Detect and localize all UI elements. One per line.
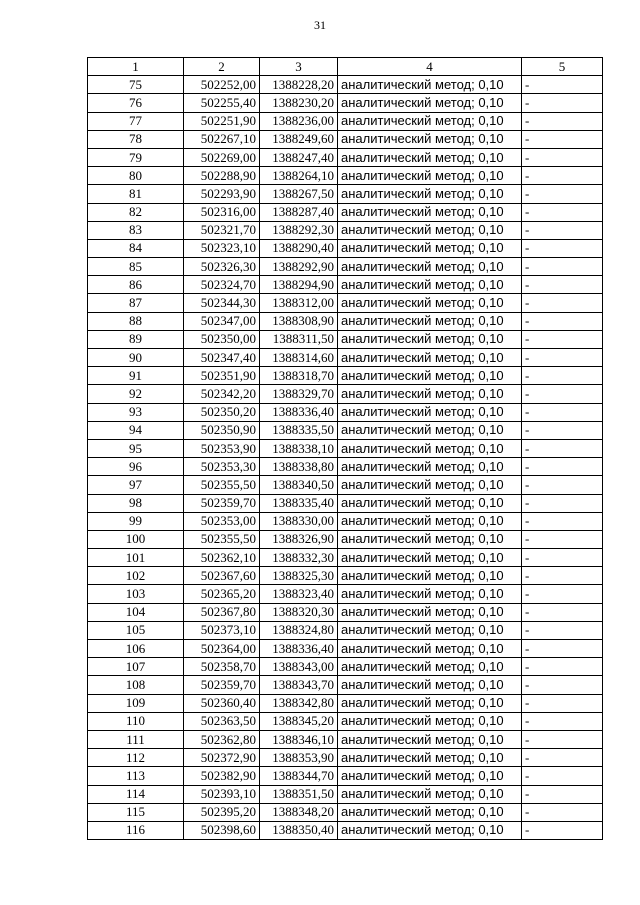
note-cell: - <box>522 276 603 294</box>
method-accuracy-cell: аналитический метод; 0,10 <box>338 349 522 367</box>
point-number-cell: 84 <box>88 239 184 257</box>
point-number-cell: 87 <box>88 294 184 312</box>
table-row <box>88 803 603 821</box>
point-number-cell: 89 <box>88 330 184 348</box>
note-cell: - <box>522 549 603 567</box>
method-accuracy-cell: аналитический метод; 0,10 <box>338 676 522 694</box>
coord-x-cell: 502252,00 <box>184 76 260 94</box>
note-cell: - <box>522 421 603 439</box>
note-cell: - <box>522 330 603 348</box>
method-accuracy-cell: аналитический метод; 0,10 <box>338 367 522 385</box>
point-number-cell: 112 <box>88 749 184 767</box>
method-accuracy-cell: аналитический метод; 0,10 <box>338 112 522 130</box>
coord-x-cell: 502342,20 <box>184 385 260 403</box>
point-number-cell: 99 <box>88 512 184 530</box>
table-row <box>88 367 603 385</box>
point-number-cell: 97 <box>88 476 184 494</box>
point-number-cell: 93 <box>88 403 184 421</box>
table-row <box>88 785 603 803</box>
note-cell: - <box>522 258 603 276</box>
coord-y-cell: 1388320,30 <box>260 603 338 621</box>
point-number-cell: 109 <box>88 694 184 712</box>
coord-x-cell: 502358,70 <box>184 658 260 676</box>
point-number-cell: 94 <box>88 421 184 439</box>
coord-x-cell: 502355,50 <box>184 476 260 494</box>
note-cell: - <box>522 349 603 367</box>
point-number-cell: 111 <box>88 730 184 748</box>
coord-x-cell: 502347,00 <box>184 312 260 330</box>
note-cell: - <box>522 803 603 821</box>
table-row <box>88 330 603 348</box>
note-cell: - <box>522 767 603 785</box>
method-accuracy-cell: аналитический метод; 0,10 <box>338 785 522 803</box>
method-accuracy-cell: аналитический метод; 0,10 <box>338 148 522 166</box>
coord-x-cell: 502395,20 <box>184 803 260 821</box>
method-accuracy-cell: аналитический метод; 0,10 <box>338 385 522 403</box>
coord-y-cell: 1388348,20 <box>260 803 338 821</box>
note-cell: - <box>522 785 603 803</box>
note-cell: - <box>522 148 603 166</box>
coord-x-cell: 502350,90 <box>184 421 260 439</box>
note-cell: - <box>522 439 603 457</box>
table-row <box>88 94 603 112</box>
note-cell: - <box>522 640 603 658</box>
point-number-cell: 104 <box>88 603 184 621</box>
coord-x-cell: 502316,00 <box>184 203 260 221</box>
coord-x-cell: 502267,10 <box>184 130 260 148</box>
coord-x-cell: 502360,40 <box>184 694 260 712</box>
coord-x-cell: 502351,90 <box>184 367 260 385</box>
coord-y-cell: 1388343,00 <box>260 658 338 676</box>
coord-y-cell: 1388247,40 <box>260 148 338 166</box>
method-accuracy-cell: аналитический метод; 0,10 <box>338 512 522 530</box>
table-row <box>88 749 603 767</box>
point-number-cell: 95 <box>88 439 184 457</box>
coord-y-cell: 1388350,40 <box>260 821 338 839</box>
note-cell: - <box>522 585 603 603</box>
note-cell: - <box>522 676 603 694</box>
note-cell: - <box>522 312 603 330</box>
table-body <box>88 76 603 840</box>
method-accuracy-cell: аналитический метод; 0,10 <box>338 130 522 148</box>
point-number-cell: 88 <box>88 312 184 330</box>
coord-x-cell: 502359,70 <box>184 494 260 512</box>
point-number-cell: 105 <box>88 621 184 639</box>
point-number-cell: 102 <box>88 567 184 585</box>
method-accuracy-cell: аналитический метод; 0,10 <box>338 76 522 94</box>
coord-y-cell: 1388343,70 <box>260 676 338 694</box>
method-accuracy-cell: аналитический метод; 0,10 <box>338 821 522 839</box>
method-accuracy-cell: аналитический метод; 0,10 <box>338 494 522 512</box>
table-row <box>88 512 603 530</box>
coord-x-cell: 502393,10 <box>184 785 260 803</box>
table-row <box>88 530 603 548</box>
coord-x-cell: 502353,90 <box>184 439 260 457</box>
header-col-1: 1 <box>88 58 184 76</box>
note-cell: - <box>522 94 603 112</box>
table-row <box>88 239 603 257</box>
method-accuracy-cell: аналитический метод; 0,10 <box>338 203 522 221</box>
coord-x-cell: 502251,90 <box>184 112 260 130</box>
table-row <box>88 676 603 694</box>
coord-y-cell: 1388314,60 <box>260 349 338 367</box>
method-accuracy-cell: аналитический метод; 0,10 <box>338 421 522 439</box>
point-number-cell: 91 <box>88 367 184 385</box>
note-cell: - <box>522 712 603 730</box>
coord-y-cell: 1388323,40 <box>260 585 338 603</box>
table-row <box>88 421 603 439</box>
coordinates-table <box>87 57 603 840</box>
coord-x-cell: 502350,20 <box>184 403 260 421</box>
coord-y-cell: 1388330,00 <box>260 512 338 530</box>
table-row <box>88 148 603 166</box>
table-row <box>88 312 603 330</box>
point-number-cell: 113 <box>88 767 184 785</box>
method-accuracy-cell: аналитический метод; 0,10 <box>338 694 522 712</box>
note-cell: - <box>522 567 603 585</box>
method-accuracy-cell: аналитический метод; 0,10 <box>338 403 522 421</box>
note-cell: - <box>522 239 603 257</box>
coord-y-cell: 1388346,10 <box>260 730 338 748</box>
coord-x-cell: 502365,20 <box>184 585 260 603</box>
coord-y-cell: 1388228,20 <box>260 76 338 94</box>
method-accuracy-cell: аналитический метод; 0,10 <box>338 658 522 676</box>
coord-y-cell: 1388292,90 <box>260 258 338 276</box>
point-number-cell: 82 <box>88 203 184 221</box>
table-row <box>88 694 603 712</box>
note-cell: - <box>522 130 603 148</box>
table-row <box>88 294 603 312</box>
coord-x-cell: 502367,80 <box>184 603 260 621</box>
method-accuracy-cell: аналитический метод; 0,10 <box>338 712 522 730</box>
point-number-cell: 81 <box>88 185 184 203</box>
table-header-row <box>88 58 603 76</box>
note-cell: - <box>522 403 603 421</box>
note-cell: - <box>522 658 603 676</box>
method-accuracy-cell: аналитический метод; 0,10 <box>338 730 522 748</box>
note-cell: - <box>522 749 603 767</box>
note-cell: - <box>522 512 603 530</box>
method-accuracy-cell: аналитический метод; 0,10 <box>338 476 522 494</box>
point-number-cell: 85 <box>88 258 184 276</box>
coord-y-cell: 1388338,10 <box>260 439 338 457</box>
table-row <box>88 640 603 658</box>
method-accuracy-cell: аналитический метод; 0,10 <box>338 258 522 276</box>
coord-x-cell: 502288,90 <box>184 167 260 185</box>
coord-y-cell: 1388344,70 <box>260 767 338 785</box>
coord-x-cell: 502324,70 <box>184 276 260 294</box>
coord-x-cell: 502364,00 <box>184 640 260 658</box>
note-cell: - <box>522 694 603 712</box>
note-cell: - <box>522 203 603 221</box>
header-col-2: 2 <box>184 58 260 76</box>
note-cell: - <box>522 458 603 476</box>
point-number-cell: 110 <box>88 712 184 730</box>
coord-x-cell: 502367,60 <box>184 567 260 585</box>
method-accuracy-cell: аналитический метод; 0,10 <box>338 185 522 203</box>
coord-y-cell: 1388325,30 <box>260 567 338 585</box>
table-row <box>88 403 603 421</box>
coord-y-cell: 1388236,00 <box>260 112 338 130</box>
table-row <box>88 767 603 785</box>
table-row <box>88 185 603 203</box>
point-number-cell: 107 <box>88 658 184 676</box>
point-number-cell: 106 <box>88 640 184 658</box>
table-row <box>88 730 603 748</box>
coord-x-cell: 502347,40 <box>184 349 260 367</box>
table-row <box>88 567 603 585</box>
note-cell: - <box>522 385 603 403</box>
coord-y-cell: 1388292,30 <box>260 221 338 239</box>
table-row <box>88 112 603 130</box>
point-number-cell: 100 <box>88 530 184 548</box>
point-number-cell: 96 <box>88 458 184 476</box>
table-row <box>88 712 603 730</box>
point-number-cell: 80 <box>88 167 184 185</box>
method-accuracy-cell: аналитический метод; 0,10 <box>338 640 522 658</box>
coord-y-cell: 1388326,90 <box>260 530 338 548</box>
note-cell: - <box>522 530 603 548</box>
point-number-cell: 90 <box>88 349 184 367</box>
table-row <box>88 203 603 221</box>
point-number-cell: 75 <box>88 76 184 94</box>
table-row <box>88 439 603 457</box>
method-accuracy-cell: аналитический метод; 0,10 <box>338 458 522 476</box>
point-number-cell: 77 <box>88 112 184 130</box>
coord-y-cell: 1388287,40 <box>260 203 338 221</box>
table-row <box>88 494 603 512</box>
table-row <box>88 276 603 294</box>
table-row <box>88 258 603 276</box>
table-row <box>88 585 603 603</box>
coord-x-cell: 502269,00 <box>184 148 260 166</box>
point-number-cell: 79 <box>88 148 184 166</box>
coord-x-cell: 502382,90 <box>184 767 260 785</box>
coord-y-cell: 1388324,80 <box>260 621 338 639</box>
method-accuracy-cell: аналитический метод; 0,10 <box>338 530 522 548</box>
coord-y-cell: 1388294,90 <box>260 276 338 294</box>
coord-x-cell: 502321,70 <box>184 221 260 239</box>
coord-x-cell: 502359,70 <box>184 676 260 694</box>
coord-y-cell: 1388336,40 <box>260 640 338 658</box>
point-number-cell: 92 <box>88 385 184 403</box>
coord-y-cell: 1388264,10 <box>260 167 338 185</box>
table-row <box>88 821 603 839</box>
coord-y-cell: 1388312,00 <box>260 294 338 312</box>
method-accuracy-cell: аналитический метод; 0,10 <box>338 567 522 585</box>
method-accuracy-cell: аналитический метод; 0,10 <box>338 294 522 312</box>
table-row <box>88 621 603 639</box>
table-row <box>88 603 603 621</box>
method-accuracy-cell: аналитический метод; 0,10 <box>338 749 522 767</box>
coord-y-cell: 1388351,50 <box>260 785 338 803</box>
coord-x-cell: 502255,40 <box>184 94 260 112</box>
coord-y-cell: 1388267,50 <box>260 185 338 203</box>
coord-x-cell: 502373,10 <box>184 621 260 639</box>
table-row <box>88 167 603 185</box>
coord-x-cell: 502362,80 <box>184 730 260 748</box>
table-row <box>88 549 603 567</box>
coord-y-cell: 1388353,90 <box>260 749 338 767</box>
coord-y-cell: 1388290,40 <box>260 239 338 257</box>
note-cell: - <box>522 494 603 512</box>
table-row <box>88 130 603 148</box>
note-cell: - <box>522 603 603 621</box>
method-accuracy-cell: аналитический метод; 0,10 <box>338 585 522 603</box>
coord-x-cell: 502326,30 <box>184 258 260 276</box>
point-number-cell: 83 <box>88 221 184 239</box>
method-accuracy-cell: аналитический метод; 0,10 <box>338 803 522 821</box>
coord-y-cell: 1388311,50 <box>260 330 338 348</box>
method-accuracy-cell: аналитический метод; 0,10 <box>338 621 522 639</box>
method-accuracy-cell: аналитический метод; 0,10 <box>338 330 522 348</box>
table-row <box>88 658 603 676</box>
note-cell: - <box>522 167 603 185</box>
note-cell: - <box>522 367 603 385</box>
point-number-cell: 78 <box>88 130 184 148</box>
table-row <box>88 458 603 476</box>
point-number-cell: 108 <box>88 676 184 694</box>
page-number: 31 <box>314 18 326 32</box>
coord-y-cell: 1388335,50 <box>260 421 338 439</box>
point-number-cell: 114 <box>88 785 184 803</box>
table-row <box>88 476 603 494</box>
coord-x-cell: 502363,50 <box>184 712 260 730</box>
coord-y-cell: 1388342,80 <box>260 694 338 712</box>
note-cell: - <box>522 185 603 203</box>
coord-x-cell: 502350,00 <box>184 330 260 348</box>
coord-x-cell: 502398,60 <box>184 821 260 839</box>
coord-y-cell: 1388340,50 <box>260 476 338 494</box>
method-accuracy-cell: аналитический метод; 0,10 <box>338 221 522 239</box>
header-col-3: 3 <box>260 58 338 76</box>
method-accuracy-cell: аналитический метод; 0,10 <box>338 549 522 567</box>
coord-x-cell: 502353,30 <box>184 458 260 476</box>
coord-x-cell: 502372,90 <box>184 749 260 767</box>
note-cell: - <box>522 621 603 639</box>
point-number-cell: 101 <box>88 549 184 567</box>
note-cell: - <box>522 294 603 312</box>
method-accuracy-cell: аналитический метод; 0,10 <box>338 767 522 785</box>
method-accuracy-cell: аналитический метод; 0,10 <box>338 167 522 185</box>
table-row <box>88 349 603 367</box>
note-cell: - <box>522 112 603 130</box>
coord-y-cell: 1388338,80 <box>260 458 338 476</box>
coord-y-cell: 1388329,70 <box>260 385 338 403</box>
point-number-cell: 86 <box>88 276 184 294</box>
coord-x-cell: 502323,10 <box>184 239 260 257</box>
method-accuracy-cell: аналитический метод; 0,10 <box>338 239 522 257</box>
method-accuracy-cell: аналитический метод; 0,10 <box>338 603 522 621</box>
table-row <box>88 385 603 403</box>
note-cell: - <box>522 476 603 494</box>
note-cell: - <box>522 821 603 839</box>
coord-y-cell: 1388332,30 <box>260 549 338 567</box>
coord-y-cell: 1388335,40 <box>260 494 338 512</box>
coord-y-cell: 1388308,90 <box>260 312 338 330</box>
point-number-cell: 116 <box>88 821 184 839</box>
header-col-4: 4 <box>338 58 522 76</box>
coord-y-cell: 1388336,40 <box>260 403 338 421</box>
coord-y-cell: 1388249,60 <box>260 130 338 148</box>
coord-x-cell: 502353,00 <box>184 512 260 530</box>
note-cell: - <box>522 221 603 239</box>
note-cell: - <box>522 730 603 748</box>
point-number-cell: 98 <box>88 494 184 512</box>
coord-x-cell: 502293,90 <box>184 185 260 203</box>
coord-x-cell: 502362,10 <box>184 549 260 567</box>
method-accuracy-cell: аналитический метод; 0,10 <box>338 312 522 330</box>
header-col-5: 5 <box>522 58 603 76</box>
coord-y-cell: 1388318,70 <box>260 367 338 385</box>
point-number-cell: 115 <box>88 803 184 821</box>
point-number-cell: 103 <box>88 585 184 603</box>
table-row <box>88 76 603 94</box>
point-number-cell: 76 <box>88 94 184 112</box>
method-accuracy-cell: аналитический метод; 0,10 <box>338 276 522 294</box>
coord-x-cell: 502344,30 <box>184 294 260 312</box>
coord-y-cell: 1388345,20 <box>260 712 338 730</box>
method-accuracy-cell: аналитический метод; 0,10 <box>338 94 522 112</box>
note-cell: - <box>522 76 603 94</box>
coord-y-cell: 1388230,20 <box>260 94 338 112</box>
coord-x-cell: 502355,50 <box>184 530 260 548</box>
method-accuracy-cell: аналитический метод; 0,10 <box>338 439 522 457</box>
table-row <box>88 221 603 239</box>
